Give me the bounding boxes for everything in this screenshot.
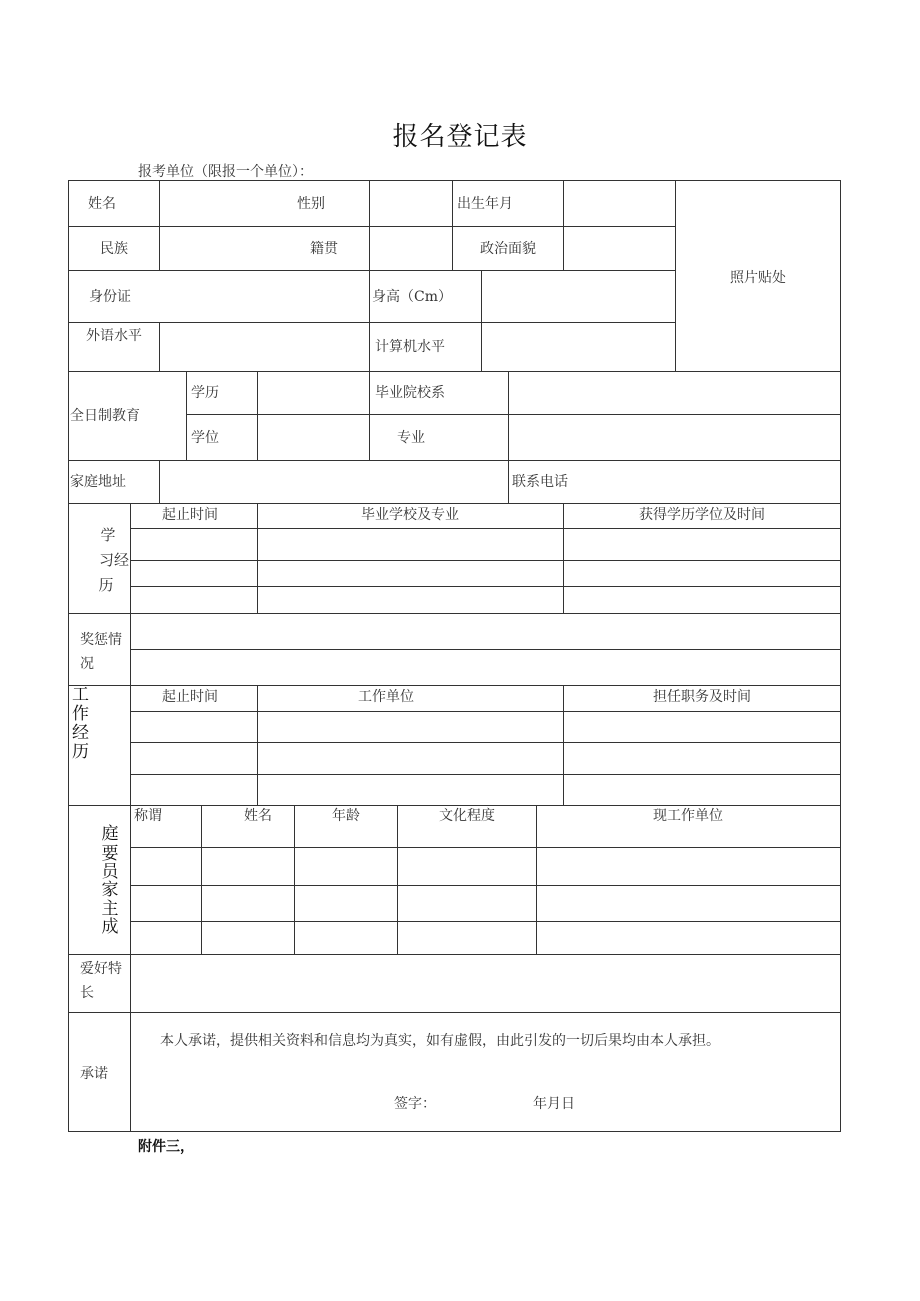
table-rule: [130, 586, 841, 587]
table-rule: [130, 685, 131, 806]
ethnicity-label: 民族: [100, 241, 128, 257]
table-rule: [130, 805, 131, 955]
study-label-2: 习经: [98, 551, 130, 569]
promise-label: 承诺: [80, 1066, 108, 1082]
work-unit-header: 工作单位: [358, 689, 414, 705]
work-label-1: 工: [72, 685, 89, 705]
family-label-5: 主: [101, 899, 119, 919]
table-rule: [68, 1012, 841, 1013]
table-rule: [130, 560, 841, 561]
table-rule: [536, 805, 537, 955]
table-rule: [68, 460, 841, 461]
family-label-1: 庭: [101, 824, 119, 844]
table-rule: [130, 921, 841, 922]
awards-label-2: 况: [80, 656, 94, 672]
family-name-header: 姓名: [244, 808, 272, 824]
table-rule: [563, 503, 564, 614]
border-bottom: [68, 1131, 841, 1132]
date-label: 年月日: [533, 1096, 575, 1112]
promise-statement: 本人承诺，提供相关资料和信息均为真实，如有虚假，由此引发的一切后果均由本人承担。: [160, 1033, 720, 1049]
family-title-header: 称谓: [134, 808, 162, 824]
table-rule: [130, 742, 841, 743]
table-rule: [130, 528, 841, 529]
table-rule: [130, 649, 841, 650]
table-rule: [68, 503, 841, 504]
table-rule: [68, 685, 841, 686]
table-rule: [257, 685, 258, 806]
border-right: [840, 180, 841, 1132]
table-rule: [68, 613, 841, 614]
table-rule: [481, 270, 482, 372]
table-rule: [201, 805, 202, 955]
table-rule: [159, 322, 160, 372]
attachment-note: 附件三，: [138, 1139, 194, 1155]
table-rule: [508, 460, 509, 504]
work-label-3: 经: [72, 723, 89, 743]
family-education-header: 文化程度: [439, 808, 495, 824]
id-card-label: 身份证: [89, 289, 131, 305]
family-label-2: 要: [101, 844, 119, 864]
study-label-3: 历: [98, 576, 114, 594]
work-label-2: 作: [72, 704, 89, 724]
table-rule: [186, 371, 187, 461]
table-rule: [563, 685, 564, 806]
family-label-6: 成: [101, 917, 119, 937]
political-status-label: 政治面貌: [480, 241, 536, 257]
major-label: 专业: [397, 430, 425, 446]
study-school-header: 毕业学校及专业: [361, 507, 459, 523]
work-position-header: 担任职务及时间: [653, 689, 751, 705]
table-rule: [130, 1012, 131, 1132]
table-rule: [130, 774, 841, 775]
work-label-4: 历: [72, 742, 89, 762]
table-rule: [130, 613, 131, 686]
photo-placeholder: 照片贴处: [730, 270, 786, 286]
table-rule: [369, 180, 370, 372]
table-rule: [130, 954, 131, 1013]
height-label: 身高（Cm）: [372, 289, 452, 305]
degree-record-label: 学历: [191, 385, 219, 401]
family-label-4: 家: [101, 880, 119, 900]
fulltime-education-label: 全日制教育: [70, 408, 140, 424]
apply-unit-label: 报考单位（限报一个单位）：: [138, 164, 313, 180]
table-rule: [68, 954, 841, 955]
home-address-label: 家庭地址: [70, 474, 126, 490]
table-rule: [257, 503, 258, 614]
name-label: 姓名: [88, 196, 116, 212]
table-rule: [68, 805, 841, 806]
degree-label: 学位: [191, 430, 219, 446]
table-rule: [130, 711, 841, 712]
awards-label-1: 奖惩情: [80, 632, 122, 648]
table-rule: [397, 805, 398, 955]
table-rule: [130, 885, 841, 886]
table-rule: [159, 460, 160, 504]
table-rule: [186, 414, 841, 415]
hobby-label-2: 长: [80, 985, 94, 1001]
table-rule: [159, 180, 160, 271]
border-top: [68, 180, 841, 181]
hobby-label-1: 爱好特: [80, 961, 122, 977]
study-label-1: 学: [100, 526, 116, 544]
table-rule: [294, 805, 295, 955]
family-workplace-header: 现工作单位: [653, 808, 723, 824]
school-department-label: 毕业院校系: [375, 385, 445, 401]
work-period-header: 起止时间: [162, 689, 218, 705]
form-title: 报名登记表: [392, 122, 528, 152]
table-rule: [675, 180, 676, 372]
table-rule: [508, 371, 509, 461]
language-level-label: 外语水平: [86, 328, 142, 344]
family-age-header: 年龄: [332, 808, 360, 824]
table-rule: [563, 180, 564, 271]
table-rule: [130, 503, 131, 614]
table-rule: [257, 371, 258, 461]
family-label-3: 员: [101, 862, 119, 882]
table-rule: [369, 371, 370, 461]
study-period-header: 起止时间: [162, 507, 218, 523]
table-rule: [130, 847, 841, 848]
table-rule: [452, 180, 453, 271]
phone-label: 联系电话: [512, 474, 568, 490]
computer-level-label: 计算机水平: [375, 339, 445, 355]
gender-label: 性别: [297, 196, 325, 212]
birth-label: 出生年月: [457, 196, 513, 212]
table-rule: [68, 371, 841, 372]
signature-label: 签字：: [394, 1096, 436, 1112]
study-degree-header: 获得学历学位及时间: [639, 507, 765, 523]
native-place-label: 籍贯: [310, 241, 338, 257]
